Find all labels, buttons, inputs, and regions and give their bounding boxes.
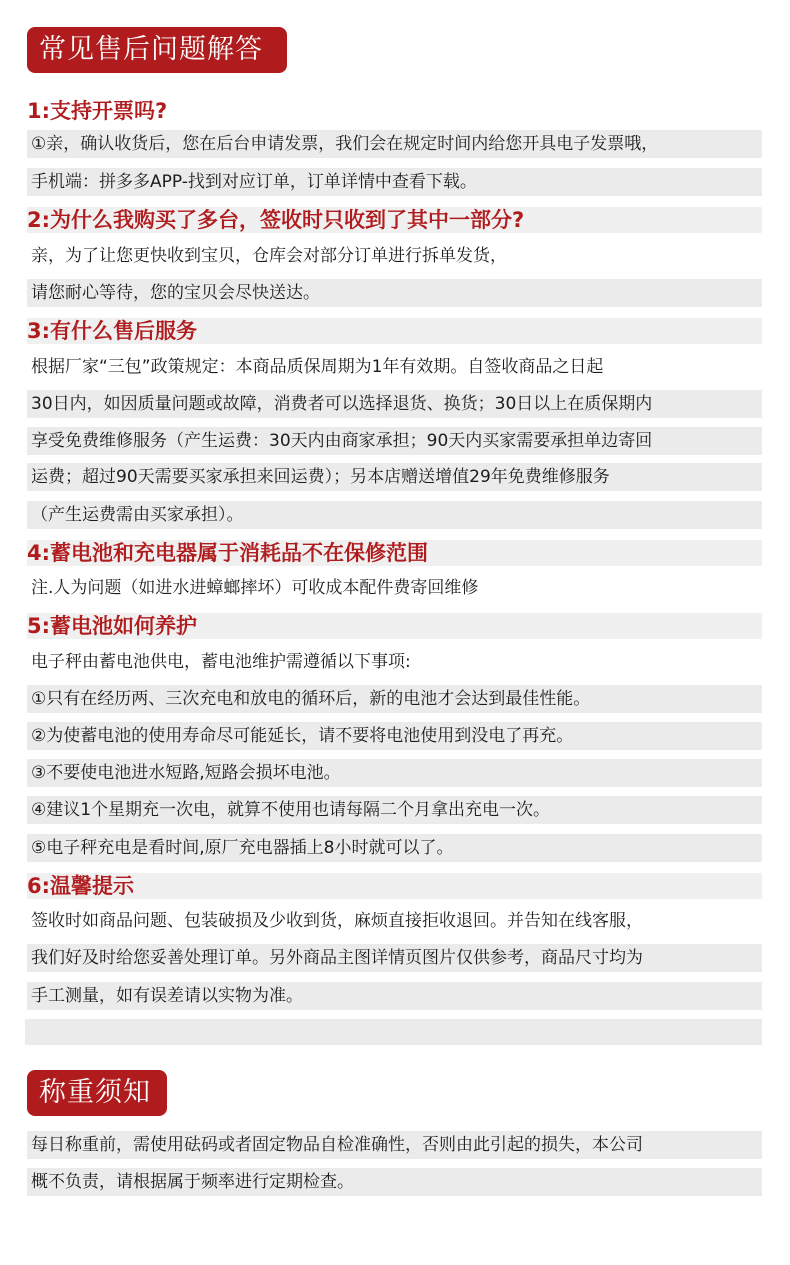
empty-band [25, 1019, 762, 1045]
answer-line: ⑤电子秤充电是看时间,原厂充电器插上8小时就可以了。 [27, 834, 762, 862]
answer-line: 手工测量，如有误差请以实物为准。 [27, 982, 762, 1010]
notice-line: 每日称重前，需使用砝码或者固定物品自检准确性，否则由此引起的损失，本公司 [27, 1131, 762, 1159]
answer-line: ④建议1个星期充一次电，就算不使用也请每隔二个月拿出充电一次。 [27, 796, 762, 824]
answer-line: ②为使蓄电池的使用寿命尽可能延长，请不要将电池使用到没电了再充。 [27, 722, 762, 750]
answer-line: 30日内，如因质量问题或故障，消费者可以选择退货、换货；30日以上在质保期内 [27, 390, 762, 418]
answer-line: 注.人为问题（如进水进蟑螂摔坏）可收成本配件费寄回维修 [27, 574, 762, 602]
question-heading: 5:蓄电池如何养护 [27, 613, 762, 639]
answer-line: ①亲，确认收货后，您在后台申请发票，我们会在规定时间内给您开具电子发票哦， [27, 130, 762, 158]
answer-line: 享受免费维修服务（产生运费：30天内由商家承担；90天内买家需要承担单边寄回 [27, 427, 762, 455]
question-heading: 4:蓄电池和充电器属于消耗品不在保修范围 [27, 540, 762, 566]
answer-line: 手机端：拼多多APP-找到对应订单，订单详情中查看下载。 [27, 168, 762, 196]
answer-line: 亲，为了让您更快收到宝贝，仓库会对部分订单进行拆单发货， [27, 242, 762, 270]
answer-line: 电子秤由蓄电池供电，蓄电池维护需遵循以下事项: [27, 648, 762, 676]
answer-line: （产生运费需由买家承担）。 [27, 501, 762, 529]
question-heading: 6:温馨提示 [27, 873, 762, 899]
answer-line: ①只有在经历两、三次充电和放电的循环后，新的电池才会达到最佳性能。 [27, 685, 762, 713]
after-sales-title-badge: 常见售后问题解答 [27, 27, 287, 73]
answer-line: 请您耐心等待，您的宝贝会尽快送达。 [27, 279, 762, 307]
answer-line: 根据厂家“三包”政策规定：本商品质保周期为1年有效期。自签收商品之日起 [27, 353, 762, 381]
answer-line: 运费；超过90天需要买家承担来回运费）；另本店赠送增值29年免费维修服务 [27, 463, 762, 491]
question-heading: 2:为什么我购买了多台，签收时只收到了其中一部分? [27, 207, 762, 233]
answer-line: 签收时如商品问题、包装破损及少收到货，麻烦直接拒收退回。并告知在线客服， [27, 907, 762, 935]
answer-line: ③不要使电池进水短路,短路会损坏电池。 [27, 759, 762, 787]
notice-line: 概不负责，请根据属于频率进行定期检查。 [27, 1168, 762, 1196]
question-heading: 1:支持开票吗? [27, 99, 168, 123]
weighing-notice-title-badge: 称重须知 [27, 1070, 167, 1116]
question-heading: 3:有什么售后服务 [27, 318, 762, 344]
answer-line: 我们好及时给您妥善处理订单。另外商品主图详情页图片仅供参考，商品尺寸均为 [27, 944, 762, 972]
